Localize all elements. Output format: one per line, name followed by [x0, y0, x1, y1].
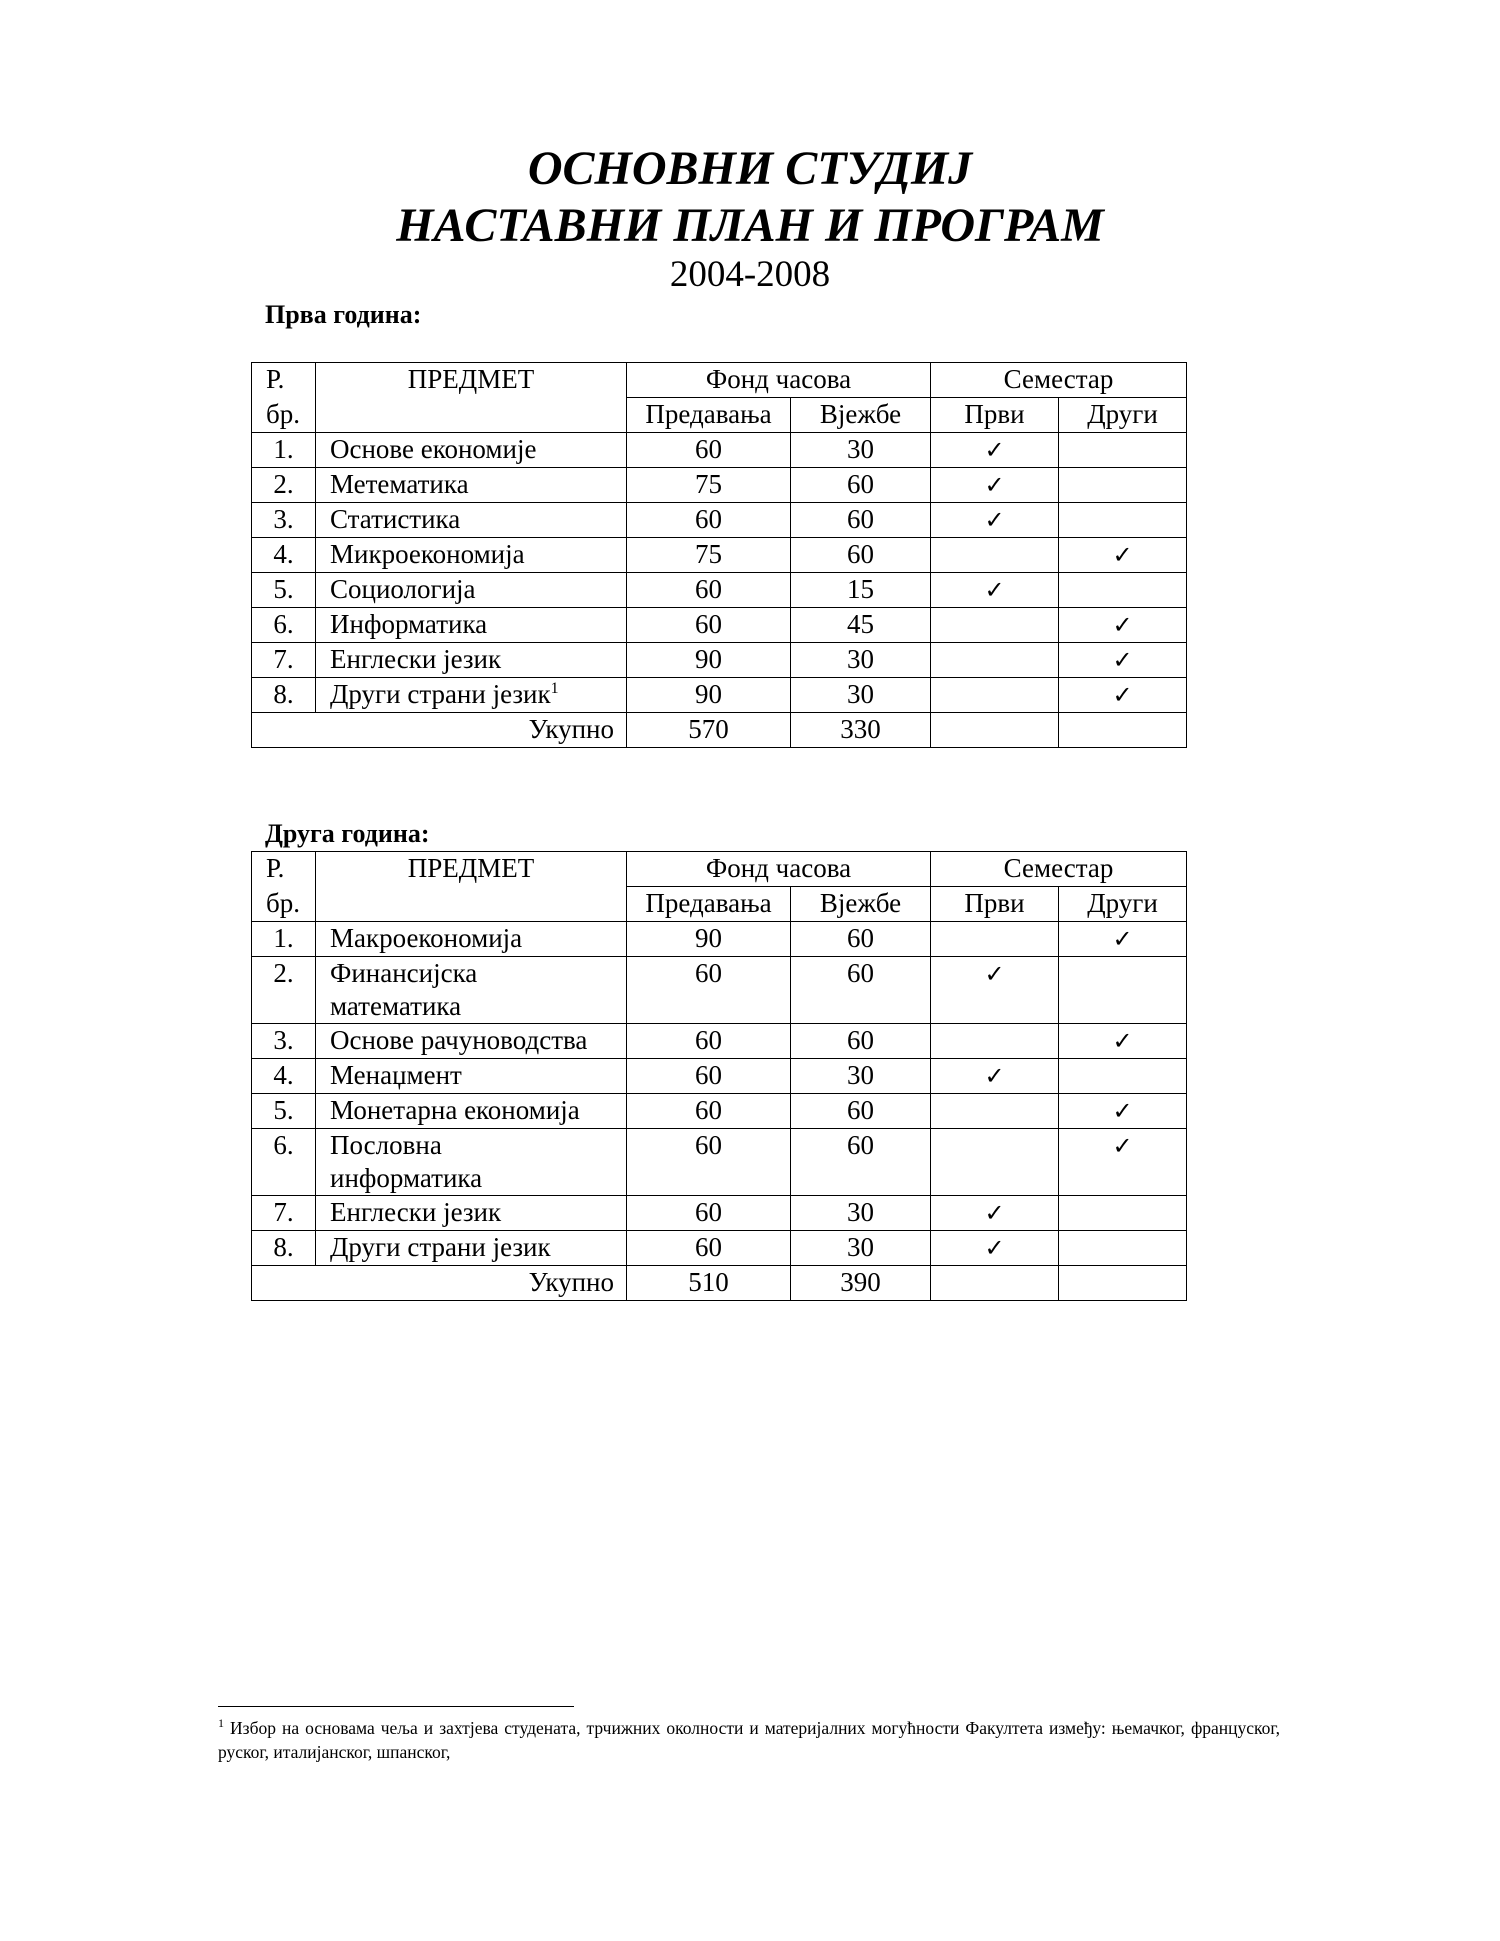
first-semester-cell [931, 1024, 1059, 1059]
col-second-semester-header: Други [1059, 398, 1187, 433]
table-row [252, 503, 1187, 538]
second-semester-cell [1059, 1196, 1187, 1231]
checkmark-icon: ✓ [1112, 1027, 1133, 1055]
total-second-semester-cell [1059, 713, 1187, 748]
lectures-cell: 60 [627, 608, 791, 643]
subject-line: Финансијска [330, 958, 478, 988]
subject-name: Метематика [330, 469, 469, 499]
total-lectures: 570 [627, 713, 791, 748]
lectures-cell: 90 [627, 678, 791, 713]
lectures-cell: 60 [627, 1024, 791, 1059]
col-exercises-header: Вјежбе [791, 887, 931, 922]
exercises-cell: 60 [791, 468, 931, 503]
checkmark-icon: ✓ [984, 1234, 1005, 1262]
total-second-semester-cell [1059, 1266, 1187, 1301]
table-row [252, 1231, 1187, 1266]
lectures-cell: 60 [627, 957, 791, 1024]
col-hours-group-header: Фонд часова [627, 852, 931, 887]
exercises-cell: 30 [791, 1059, 931, 1094]
total-exercises: 330 [791, 713, 931, 748]
table-row [252, 1024, 1187, 1059]
first-semester-cell [931, 678, 1059, 713]
total-exercises: 390 [791, 1266, 931, 1301]
lectures-cell: 60 [627, 1196, 791, 1231]
footnote-separator [218, 1706, 574, 1707]
lectures-cell: 60 [627, 1094, 791, 1129]
footnote [218, 1716, 1280, 1764]
exercises-cell: 30 [791, 1196, 931, 1231]
second-semester-cell [1059, 468, 1187, 503]
checkmark-icon: ✓ [984, 576, 1005, 604]
lectures-cell: 90 [627, 643, 791, 678]
subject-line: математика [330, 991, 462, 1021]
table-row [252, 608, 1187, 643]
years-range: 2004-2008 [669, 254, 831, 295]
table-row [252, 538, 1187, 573]
table-row [252, 1059, 1187, 1094]
subject-cell [316, 1129, 627, 1196]
row-number: 6. [252, 608, 316, 643]
checkmark-icon: ✓ [984, 1062, 1005, 1090]
checkmark-icon: ✓ [1112, 611, 1133, 639]
second-semester-cell [1059, 1129, 1187, 1196]
subject-line: Пословна [330, 1130, 442, 1160]
first-semester-cell [931, 468, 1059, 503]
subject-name: Енглески језик [330, 644, 502, 674]
exercises-cell: 60 [791, 1024, 931, 1059]
total-first-semester-cell [931, 1266, 1059, 1301]
subject-line: Монетарна економија [330, 1095, 580, 1125]
col-subject-header: ПРЕДМЕТ [316, 363, 627, 398]
second-semester-cell [1059, 573, 1187, 608]
table-row [252, 573, 1187, 608]
col-no-header: Р. [252, 363, 316, 398]
lectures-cell: 60 [627, 1129, 791, 1196]
table-row [252, 957, 1187, 1024]
subject-cell [316, 1196, 627, 1231]
subject-name: Статистика [330, 504, 461, 534]
col-no-header: Р. [252, 852, 316, 887]
row-number: 7. [252, 1196, 316, 1231]
col-subject-header-blank [316, 887, 627, 922]
row-number: 4. [252, 538, 316, 573]
table-row [252, 678, 1187, 713]
row-number: 1. [252, 922, 316, 957]
subject-cell [316, 1231, 627, 1266]
row-number: 1. [252, 433, 316, 468]
exercises-cell: 30 [791, 678, 931, 713]
table-header-row [252, 363, 1187, 398]
col-lectures-header: Предавања [627, 887, 791, 922]
second-semester-cell [1059, 643, 1187, 678]
lectures-cell: 60 [627, 433, 791, 468]
footnote-text: Избор на основама чеља и захтјева студената, трчижних околности и материјалних могућности Факултета између: њемачког, француског, руског, италијанског, шпанског, [218, 1718, 1280, 1762]
table-row [252, 1094, 1187, 1129]
first-semester-cell [931, 1129, 1059, 1196]
exercises-cell: 60 [791, 1094, 931, 1129]
exercises-cell: 30 [791, 1231, 931, 1266]
lectures-cell: 75 [627, 538, 791, 573]
total-first-semester-cell [931, 713, 1059, 748]
exercises-cell: 30 [791, 643, 931, 678]
checkmark-icon: ✓ [1112, 541, 1133, 569]
first-semester-cell [931, 538, 1059, 573]
subject-cell [316, 538, 627, 573]
subject-cell [316, 643, 627, 678]
row-number: 5. [252, 1094, 316, 1129]
checkmark-icon: ✓ [1112, 1097, 1133, 1125]
second-semester-cell [1059, 1094, 1187, 1129]
checkmark-icon: ✓ [1112, 646, 1133, 674]
row-number: 5. [252, 573, 316, 608]
first-semester-cell [931, 957, 1059, 1024]
row-number: 4. [252, 1059, 316, 1094]
subject-cell [316, 573, 627, 608]
year2-heading: Друга година: [265, 819, 430, 848]
row-number: 8. [252, 1231, 316, 1266]
table-row [252, 922, 1187, 957]
exercises-cell: 15 [791, 573, 931, 608]
exercises-cell: 30 [791, 433, 931, 468]
first-semester-cell [931, 433, 1059, 468]
exercises-cell: 60 [791, 922, 931, 957]
row-number: 8. [252, 678, 316, 713]
total-row [252, 1266, 1187, 1301]
subject-cell [316, 922, 627, 957]
checkmark-icon: ✓ [1112, 681, 1133, 709]
col-semester-group-header: Семестар [931, 363, 1187, 398]
year1-table [251, 362, 1187, 748]
col-no-header-line2: бр. [252, 887, 316, 922]
first-semester-cell [931, 1231, 1059, 1266]
second-semester-cell [1059, 1059, 1187, 1094]
footnote-ref: 1 [550, 680, 559, 697]
lectures-cell: 60 [627, 573, 791, 608]
second-semester-cell [1059, 678, 1187, 713]
second-semester-cell [1059, 957, 1187, 1024]
lectures-cell: 90 [627, 922, 791, 957]
subject-name: Други страни језик [330, 679, 551, 709]
second-semester-cell [1059, 608, 1187, 643]
table-row [252, 433, 1187, 468]
first-semester-cell [931, 643, 1059, 678]
exercises-cell: 60 [791, 957, 931, 1024]
subject-line: Основе рачуноводства [330, 1025, 588, 1055]
subject-cell [316, 608, 627, 643]
exercises-cell: 60 [791, 538, 931, 573]
checkmark-icon: ✓ [984, 436, 1005, 464]
col-semester-group-header: Семестар [931, 852, 1187, 887]
row-number: 3. [252, 503, 316, 538]
table-row [252, 1196, 1187, 1231]
page-title-line2: НАСТАВНИ ПЛАН И ПРОГРАМ [396, 199, 1104, 252]
checkmark-icon: ✓ [984, 1199, 1005, 1227]
lectures-cell: 60 [627, 1059, 791, 1094]
col-hours-group-header: Фонд часова [627, 363, 931, 398]
total-label: Укупно [252, 713, 627, 748]
subject-name: Социологија [330, 574, 476, 604]
lectures-cell: 60 [627, 1231, 791, 1266]
row-number: 2. [252, 957, 316, 1024]
second-semester-cell [1059, 433, 1187, 468]
exercises-cell: 60 [791, 503, 931, 538]
subject-cell [316, 433, 627, 468]
subject-cell [316, 1024, 627, 1059]
first-semester-cell [931, 1196, 1059, 1231]
page-title-line1: ОСНОВНИ СТУДИЈ [527, 142, 973, 195]
first-semester-cell [931, 608, 1059, 643]
subject-line: Други страни језик [330, 1232, 551, 1262]
row-number: 3. [252, 1024, 316, 1059]
total-lectures: 510 [627, 1266, 791, 1301]
lectures-cell: 75 [627, 468, 791, 503]
subject-cell [316, 1094, 627, 1129]
year1-heading: Прва година: [265, 300, 422, 329]
checkmark-icon: ✓ [984, 960, 1005, 988]
checkmark-icon: ✓ [1112, 925, 1133, 953]
subject-cell [316, 957, 627, 1024]
second-semester-cell [1059, 1231, 1187, 1266]
subject-cell [316, 678, 627, 713]
subject-line: информатика [330, 1163, 483, 1193]
first-semester-cell [931, 573, 1059, 608]
checkmark-icon: ✓ [1112, 1132, 1133, 1160]
first-semester-cell [931, 1094, 1059, 1129]
subject-line: Енглески језик [330, 1197, 502, 1227]
total-label: Укупно [252, 1266, 627, 1301]
checkmark-icon: ✓ [984, 471, 1005, 499]
row-number: 7. [252, 643, 316, 678]
exercises-cell: 60 [791, 1129, 931, 1196]
second-semester-cell [1059, 922, 1187, 957]
col-subject-header-blank [316, 398, 627, 433]
subject-name: Информатика [330, 609, 488, 639]
total-row [252, 713, 1187, 748]
col-lectures-header: Предавања [627, 398, 791, 433]
table-row [252, 468, 1187, 503]
table-subheader-row [252, 887, 1187, 922]
subject-line: Макроекономија [330, 923, 523, 953]
second-semester-cell [1059, 503, 1187, 538]
table-row [252, 643, 1187, 678]
subject-name: Микроекономија [330, 539, 525, 569]
lectures-cell: 60 [627, 503, 791, 538]
subject-line: Менаџмент [330, 1060, 462, 1090]
exercises-cell: 45 [791, 608, 931, 643]
table-subheader-row [252, 398, 1187, 433]
subject-cell [316, 1059, 627, 1094]
second-semester-cell [1059, 1024, 1187, 1059]
year2-table [251, 851, 1187, 1301]
subject-cell [316, 503, 627, 538]
table-header-row [252, 852, 1187, 887]
col-first-semester-header: Први [931, 887, 1059, 922]
first-semester-cell [931, 503, 1059, 538]
col-no-header-line2: бр. [252, 398, 316, 433]
row-number: 2. [252, 468, 316, 503]
subject-cell [316, 468, 627, 503]
subject-name: Основе економије [330, 434, 537, 464]
col-second-semester-header: Други [1059, 887, 1187, 922]
first-semester-cell [931, 922, 1059, 957]
footnote-marker: 1 [218, 1716, 224, 1731]
row-number: 6. [252, 1129, 316, 1196]
checkmark-icon: ✓ [984, 506, 1005, 534]
table-row [252, 1129, 1187, 1196]
col-first-semester-header: Први [931, 398, 1059, 433]
col-exercises-header: Вјежбе [791, 398, 931, 433]
col-subject-header: ПРЕДМЕТ [316, 852, 627, 887]
second-semester-cell [1059, 538, 1187, 573]
first-semester-cell [931, 1059, 1059, 1094]
